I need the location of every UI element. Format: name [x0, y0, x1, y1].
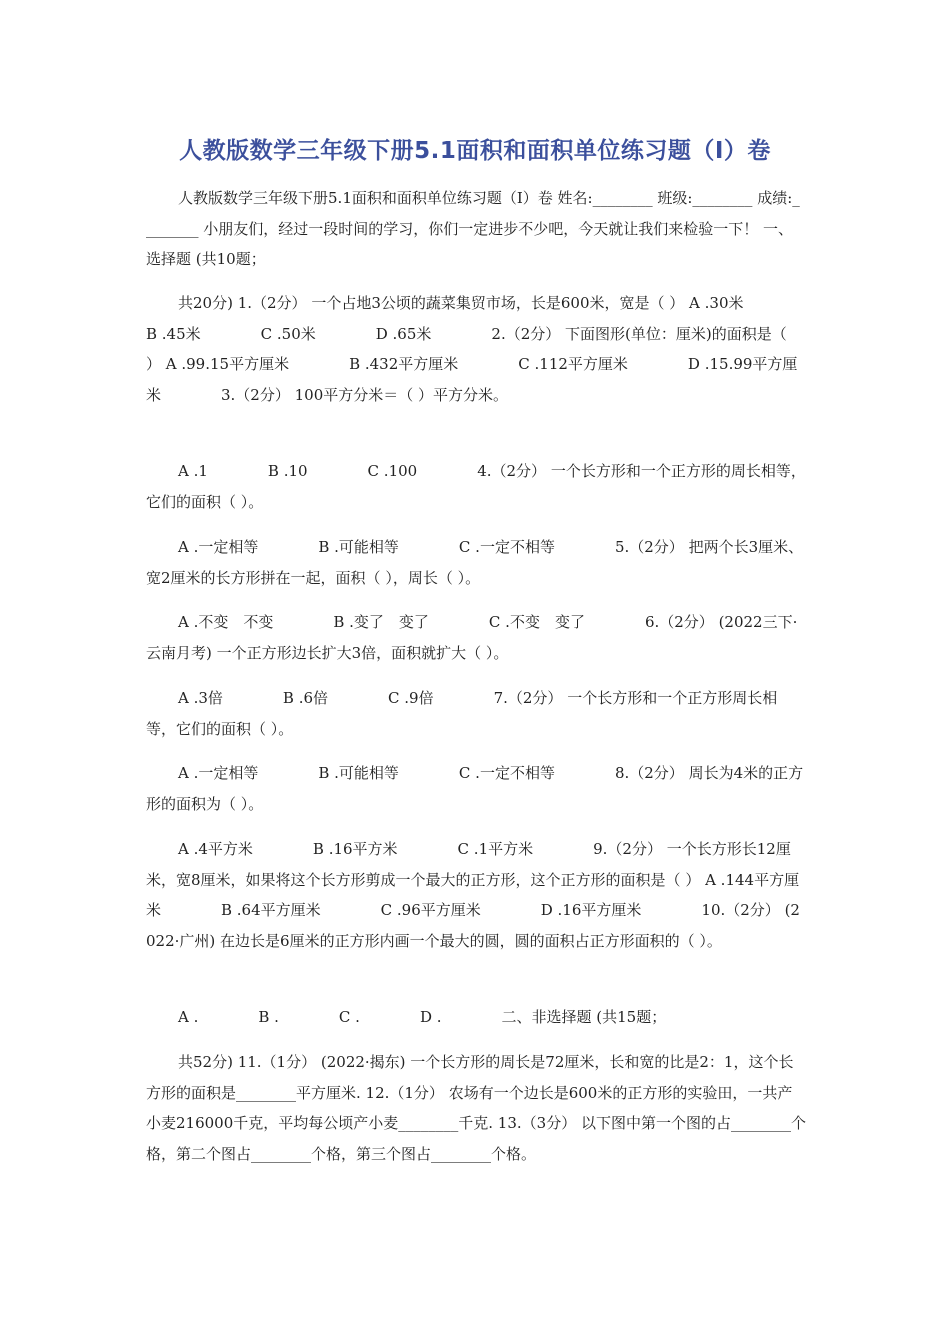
paragraph-question-4: A .1 B .10 C .100 4.（2分） 一个长方形和一个正方形的周长相等，它们的面积（ ）。: [146, 462, 806, 511]
paragraph-question-8: A .一定相等 B .可能相等 C .一定不相等 8.（2分） 周长为4米的正方形的面积为（ ）。: [146, 764, 804, 813]
paragraph-questions-1-3: 共20分) 1.（2分） 一个占地3公顷的蔬菜集贸市场，长是600米，宽是（ ） A .30米 B .45米 C .50米 D .65米 2.（2分） 下面图形(单位：厘米)的面积是（ ） A .99.15平方厘米 B .432平方厘米 C .112平方厘米 D .15.99平方厘米 3.（2分） 100平方分米＝（ ）平方分米。: [146, 294, 804, 404]
paragraph-question-5: A .一定相等 B .可能相等 C .一定不相等 5.（2分） 把两个长3厘米、宽2厘米的长方形拼在一起，面积（ ），周长（ ）。: [146, 538, 804, 587]
paragraph-question-6: A .不变 不变 B .变了 变了 C .不变 变了 6.（2分） (2022三下·云南月考) 一个正方形边长扩大3倍，面积就扩大（ ）。: [146, 613, 798, 662]
paragraph-questions-11-13: 共52分) 11.（1分） (2022·揭东) 一个长方形的周长是72厘米，长和宽的比是2：1，这个长方形的面积是________平方厘米. 12.（1分） 农场有一个边长是600米的正方形的实验田，一共产小麦216000千克，平均每公顷产小麦________千克. 13.（3分） 以下图中第一个图的占________个格，第二个图占________个格，第三个图占________个格。: [146, 1053, 806, 1163]
paragraph-questions-9-10: A .4平方米 B .16平方米 C .1平方米 9.（2分） 一个长方形长12厘米，宽8厘米，如果将这个长方形剪成一个最大的正方形，这个正方形的面积是（ ） A .144平方厘米 B .64平方厘米 C .96平方厘米 D .16平方厘米 10.（2分） (2022·广州) 在边长是6厘米的正方形内画一个最大的圆，圆的面积占正方形面积的（ ）。: [146, 840, 800, 950]
paragraph-question-7: A .3倍 B .6倍 C .9倍 7.（2分） 一个长方形和一个正方形周长相等，它们的面积（ ）。: [146, 689, 778, 738]
paragraph-section-two-heading: A . B . C . D . 二、非选择题 (共15题；: [178, 1008, 667, 1026]
document-title: 人教版数学三年级下册5.1面积和面积单位练习题（I）卷: [179, 138, 771, 164]
paragraph-header-info: 人教版数学三年级下册5.1面积和面积单位练习题（I）卷 姓名:________ 班级:________ 成绩:________ 小朋友们，经过一段时间的学习，你们一定进步不少吧，今天就让我们来检验一下！ 一、选择题 (共10题；: [146, 189, 800, 268]
